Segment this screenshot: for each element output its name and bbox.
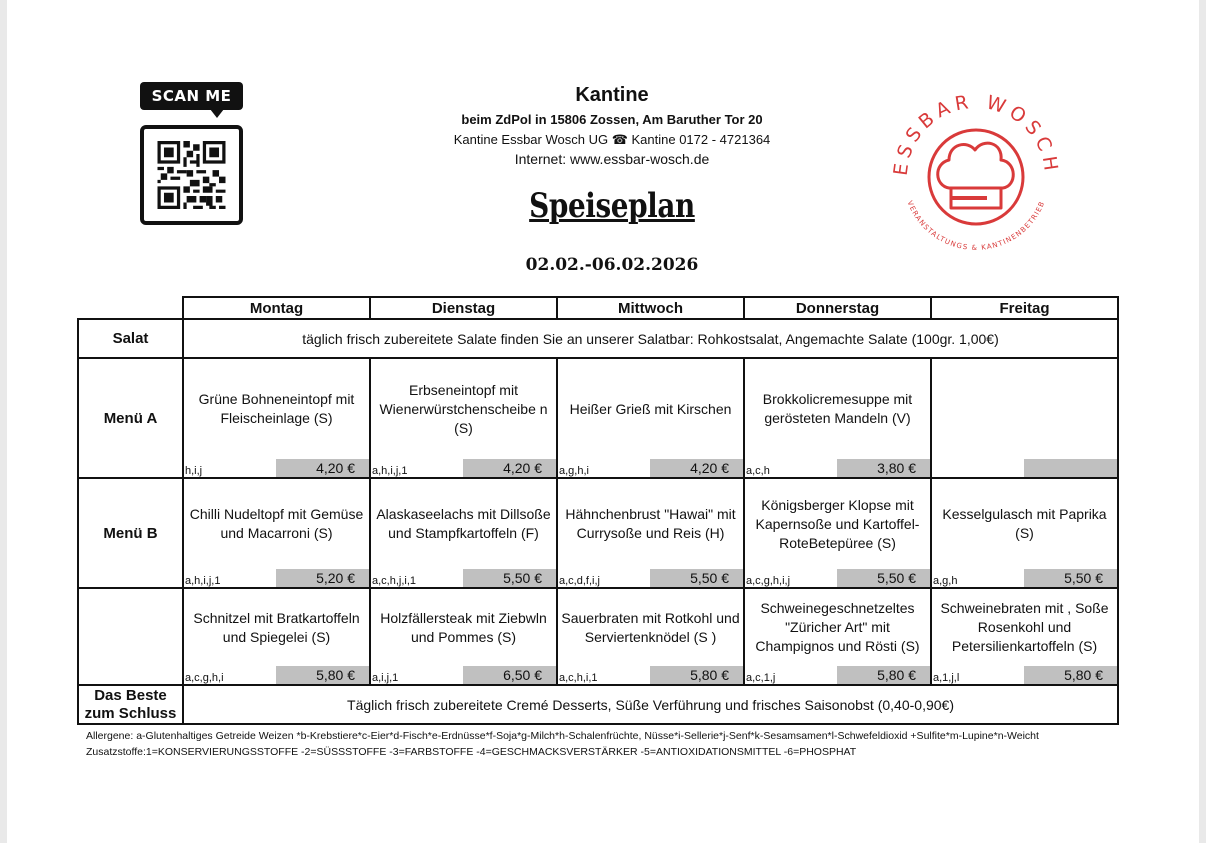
menu-row: [78, 588, 1118, 685]
canteen-website[interactable]: Internet: www.essbar-wosch.de: [514, 151, 710, 167]
canteen-title: Kantine: [575, 84, 649, 106]
menu-cell: [370, 588, 557, 685]
price: 5,80 €: [837, 666, 930, 684]
dish-name: Hähnchenbrust "Hawai" mit Currysoße und Reis (H): [565, 506, 736, 541]
menu-cell: [183, 358, 370, 478]
qr-code-icon: [155, 141, 228, 209]
logo-brand: ESSBAR WOSCH: [889, 90, 1063, 177]
day-header: Freitag: [931, 297, 1118, 319]
dish-name: Erbseneintopf mit Wienerwürstchenscheibe n (S): [379, 381, 548, 436]
dish-name: Schnitzel mit Bratkartoffeln und Spiegelei (S): [193, 609, 360, 645]
price: 5,80 €: [650, 666, 743, 684]
menu-row: [78, 478, 1118, 588]
allergen-codes: a,g,h,i: [559, 465, 589, 477]
price: 4,20 €: [650, 459, 743, 477]
allergen-codes: a,c,g,h,i,j: [746, 575, 791, 587]
allergen-codes: a,1,j,l: [933, 672, 960, 684]
menu-cell: [370, 358, 557, 478]
price: 5,50 €: [463, 569, 556, 587]
price: 5,50 €: [837, 569, 930, 587]
price: 5,80 €: [1024, 666, 1117, 684]
dessert-text: Täglich frisch zubereitete Cremé Desserts, Süße Verführung und frisches Saisonobst (0,40-0,90€): [183, 685, 1118, 724]
day-header: Mittwoch: [557, 297, 744, 319]
dessert-label: Das Beste zum Schluss: [78, 685, 183, 724]
dish-name: [932, 359, 1117, 459]
day-header: Dienstag: [370, 297, 557, 319]
allergen-codes: a,h,i,j,1: [185, 575, 221, 587]
price: 3,80 €: [837, 459, 930, 477]
allergen-codes: a,c,g,h,i: [185, 672, 224, 684]
allergen-codes: a,c,h,j,i,1: [372, 575, 417, 587]
scan-me-badge: SCAN ME: [140, 82, 243, 110]
allergen-codes: a,c,1,j: [746, 672, 776, 684]
salat-text: täglich frisch zubereitete Salate finden Sie an unserer Salatbar: Rohkostsalat, Angemachte Salate (100gr. 1,00€): [183, 319, 1118, 358]
svg-text:ESSBAR WOSCH: [890, 91, 1063, 177]
dish-name: Alaskaseelachs mit Dillsoße und Stampfkartoffeln (F): [376, 506, 551, 541]
allergen-codes: a,c,h,i,1: [559, 672, 598, 684]
price: 5,20 €: [276, 569, 369, 587]
canteen-contact: Kantine Essbar Wosch UG ☎ Kantine 0172 - 4721364: [453, 132, 771, 147]
corner-cell: [78, 297, 183, 319]
allergen-codes: a,h,i,j,1: [372, 465, 408, 477]
dish-name: Kesselgulasch mit Paprika (S): [942, 506, 1107, 541]
day-header: Donnerstag: [744, 297, 931, 319]
qr-code[interactable]: [140, 125, 243, 225]
dish-name: Brokkolicremesuppe mit gerösteten Mandeln (V): [762, 391, 913, 426]
menu-cell: [183, 478, 370, 588]
additives-legend: Zusatzstoffe:1=KONSERVIERUNGSSTOFFE -2=SÜSSSTOFFE -3=FARBSTOFFE -4=GESCHMACKSVERSTÄRKER -5=ANTIOXIDATIONSMITTEL -6=PHOSPHAT: [86, 746, 857, 758]
menu-row: [78, 358, 1118, 478]
menu-cell: [931, 358, 1118, 478]
dish-name: Schweinebraten mit , Soße Rosenkohl und Petersilienkartoffeln (S): [940, 600, 1109, 654]
menu-page: [7, 0, 1199, 843]
dish-name: Holzfällersteak mit Ziebwln und Pommes (S): [380, 609, 547, 645]
allergen-codes: h,i,j: [185, 465, 203, 477]
price: 5,50 €: [650, 569, 743, 587]
page-heading: Speiseplan: [529, 186, 695, 226]
day-header: Montag: [183, 297, 370, 319]
dish-name: Chilli Nudeltopf mit Gemüse und Macarroni (S): [189, 506, 364, 541]
price: [1024, 459, 1117, 477]
dish-name: Königsberger Klopse mit Kapernsoße und Kartoffel-RoteBetepüree (S): [755, 496, 920, 551]
row-label: [78, 588, 183, 685]
price: 5,50 €: [1024, 569, 1117, 587]
price: 5,80 €: [276, 666, 369, 684]
allergen-codes: a,g,h: [933, 575, 958, 587]
allergen-codes: a,i,j,1: [372, 672, 399, 684]
menu-cell: [183, 588, 370, 685]
allergen-codes: a,c,h: [746, 465, 770, 477]
essbar-wosch-logo: [887, 88, 1065, 266]
menu-table: [77, 296, 1119, 725]
price: 4,20 €: [463, 459, 556, 477]
allergen-legend: Allergene: a-Glutenhaltiges Getreide Weizen *b-Krebstiere*c-Eier*d-Fisch*e-Erdnüsse*f-Soja*g-Milch*h-Schalenfrüchte, Nüsse*i-Sellerie*j-Senf*k-Sesamsamen*l-Schwefeldioxid +Sulfite*m-Lupine*n-Weicht: [86, 730, 1039, 742]
dish-name: Grüne Bohneneintopf mit Fleischeinlage (S): [198, 391, 355, 426]
menu-cell: [744, 588, 931, 685]
menu-cell: [557, 478, 744, 588]
price: 6,50 €: [463, 666, 556, 684]
menu-cell: [744, 478, 931, 588]
menu-cell: [744, 358, 931, 478]
dish-name: Heißer Grieß mit Kirschen: [569, 400, 732, 417]
dish-name: Schweinegeschnetzeltes "Züricher Art" mit Champignos und Rösti (S): [755, 600, 920, 654]
week-dates: 02.02.-06.02.2026: [525, 255, 699, 275]
menu-cell: [370, 478, 557, 588]
price: 4,20 €: [276, 459, 369, 477]
logo-subtitle: VERANSTALTUNGS & KANTINENBETRIEB: [905, 199, 1047, 253]
menu-cell: [557, 358, 744, 478]
menu-cell: [931, 478, 1118, 588]
menu-cell: [557, 588, 744, 685]
row-label: Menü B: [78, 478, 183, 588]
allergen-codes: a,c,d,f,i,j: [559, 575, 600, 587]
menu-cell: [931, 588, 1118, 685]
row-label: Menü A: [78, 358, 183, 478]
dish-name: Sauerbraten mit Rotkohl und Serviertenknödel (S ): [561, 609, 740, 645]
canteen-address: beim ZdPol in 15806 Zossen, Am Baruther Tor 20: [461, 112, 763, 127]
salat-label: Salat: [78, 319, 183, 358]
